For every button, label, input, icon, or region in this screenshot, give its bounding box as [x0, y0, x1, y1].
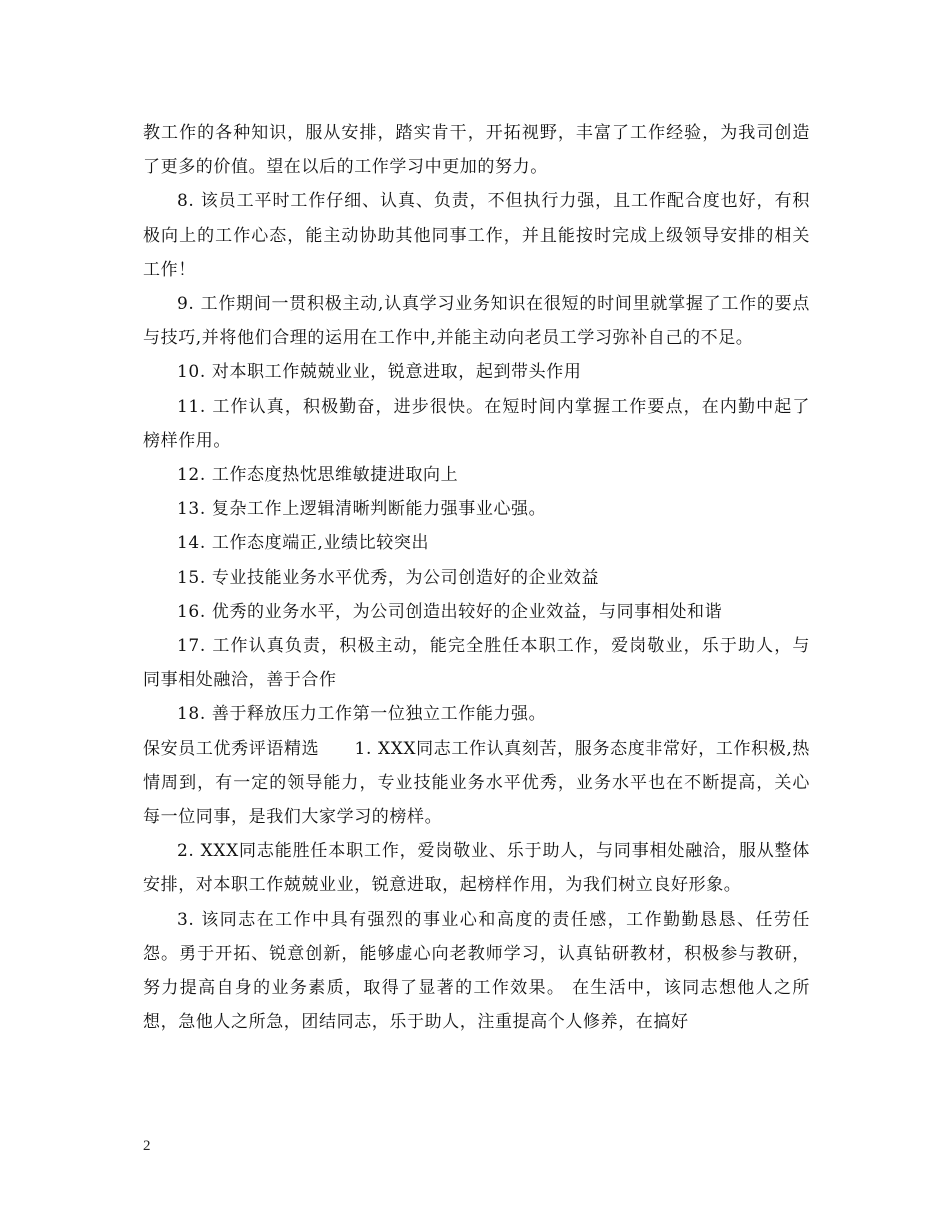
page-number: 2 [143, 1138, 151, 1154]
paragraph: 16. 优秀的业务水平，为公司创造出较好的企业效益，与同事相处和谐 [177, 601, 723, 622]
paragraph: 11. 工作认真，积极勤奋，进步很快。在短时间内掌握工作要点，在内勤中起了榜样作用。 [143, 396, 810, 451]
paragraph: 8. 该员工平时工作仔细、认真、负责，不但执行力强，且工作配合度也好，有积极向上的工作心态，能主动协助其他同事工作，并且能按时完成上级领导安排的相关工作！ [143, 191, 810, 280]
paragraph: 3. 该同志在工作中具有强烈的事业心和高度的责任感，工作勤勤恳恳、任劳任怨。勇于开拓、锐意创新，能够虚心向老教师学习，认真钻研教材，积极参与教研，努力提高自身的业务素质，取得了显著的工作效果。 在生活中，该同志想他人之所想，急他人之所急，团结同志，乐于助人，注重提高个人修养，在搞好 [143, 909, 810, 1033]
paragraph: 15. 专业技能业务水平优秀，为公司创造好的企业效益 [177, 567, 600, 588]
paragraph: 10. 对本职工作兢兢业业，锐意进取，起到带头作用 [177, 362, 582, 383]
paragraph: 教工作的各种知识，服从安排，踏实肯干，开拓视野，丰富了工作经验，为我司创造了更多的价值。望在以后的工作学习中更加的努力。 [143, 123, 810, 178]
paragraph: 9. 工作期间一贯积极主动,认真学习业务知识在很短的时间里就掌握了工作的要点与技巧,并将他们合理的运用在工作中,并能主动向老员工学习弥补自己的不足。 [143, 294, 810, 349]
paragraph: 14. 工作态度端正,业绩比较突出 [177, 533, 430, 554]
paragraph: 13. 复杂工作上逻辑清晰判断能力强事业心强。 [177, 499, 547, 520]
section-heading-paragraph: 保安员工优秀评语精选 1. XXX同志工作认真刻苦，服务态度非常好，工作积极,热情周到，有一定的领导能力，专业技能业务水平优秀，业务水平也在不断提高，关心每一位同事，是我们大家学习的榜样。 [143, 738, 810, 828]
paragraph: 17. 工作认真负责，积极主动，能完全胜任本职工作，爱岗敬业，乐于助人，与同事相处融洽，善于合作 [143, 636, 810, 691]
paragraph: 18. 善于释放压力工作第一位独立工作能力强。 [177, 704, 547, 725]
paragraph: 2. XXX同志能胜任本职工作，爱岗敬业、乐于助人，与同事相处融洽，服从整体安排，对本职工作兢兢业业，锐意进取，起榜样作用，为我们树立良好形象。 [143, 841, 810, 896]
paragraph: 12. 工作态度热忱思维敏捷进取向上 [177, 465, 459, 486]
document-body [143, 116, 810, 1039]
